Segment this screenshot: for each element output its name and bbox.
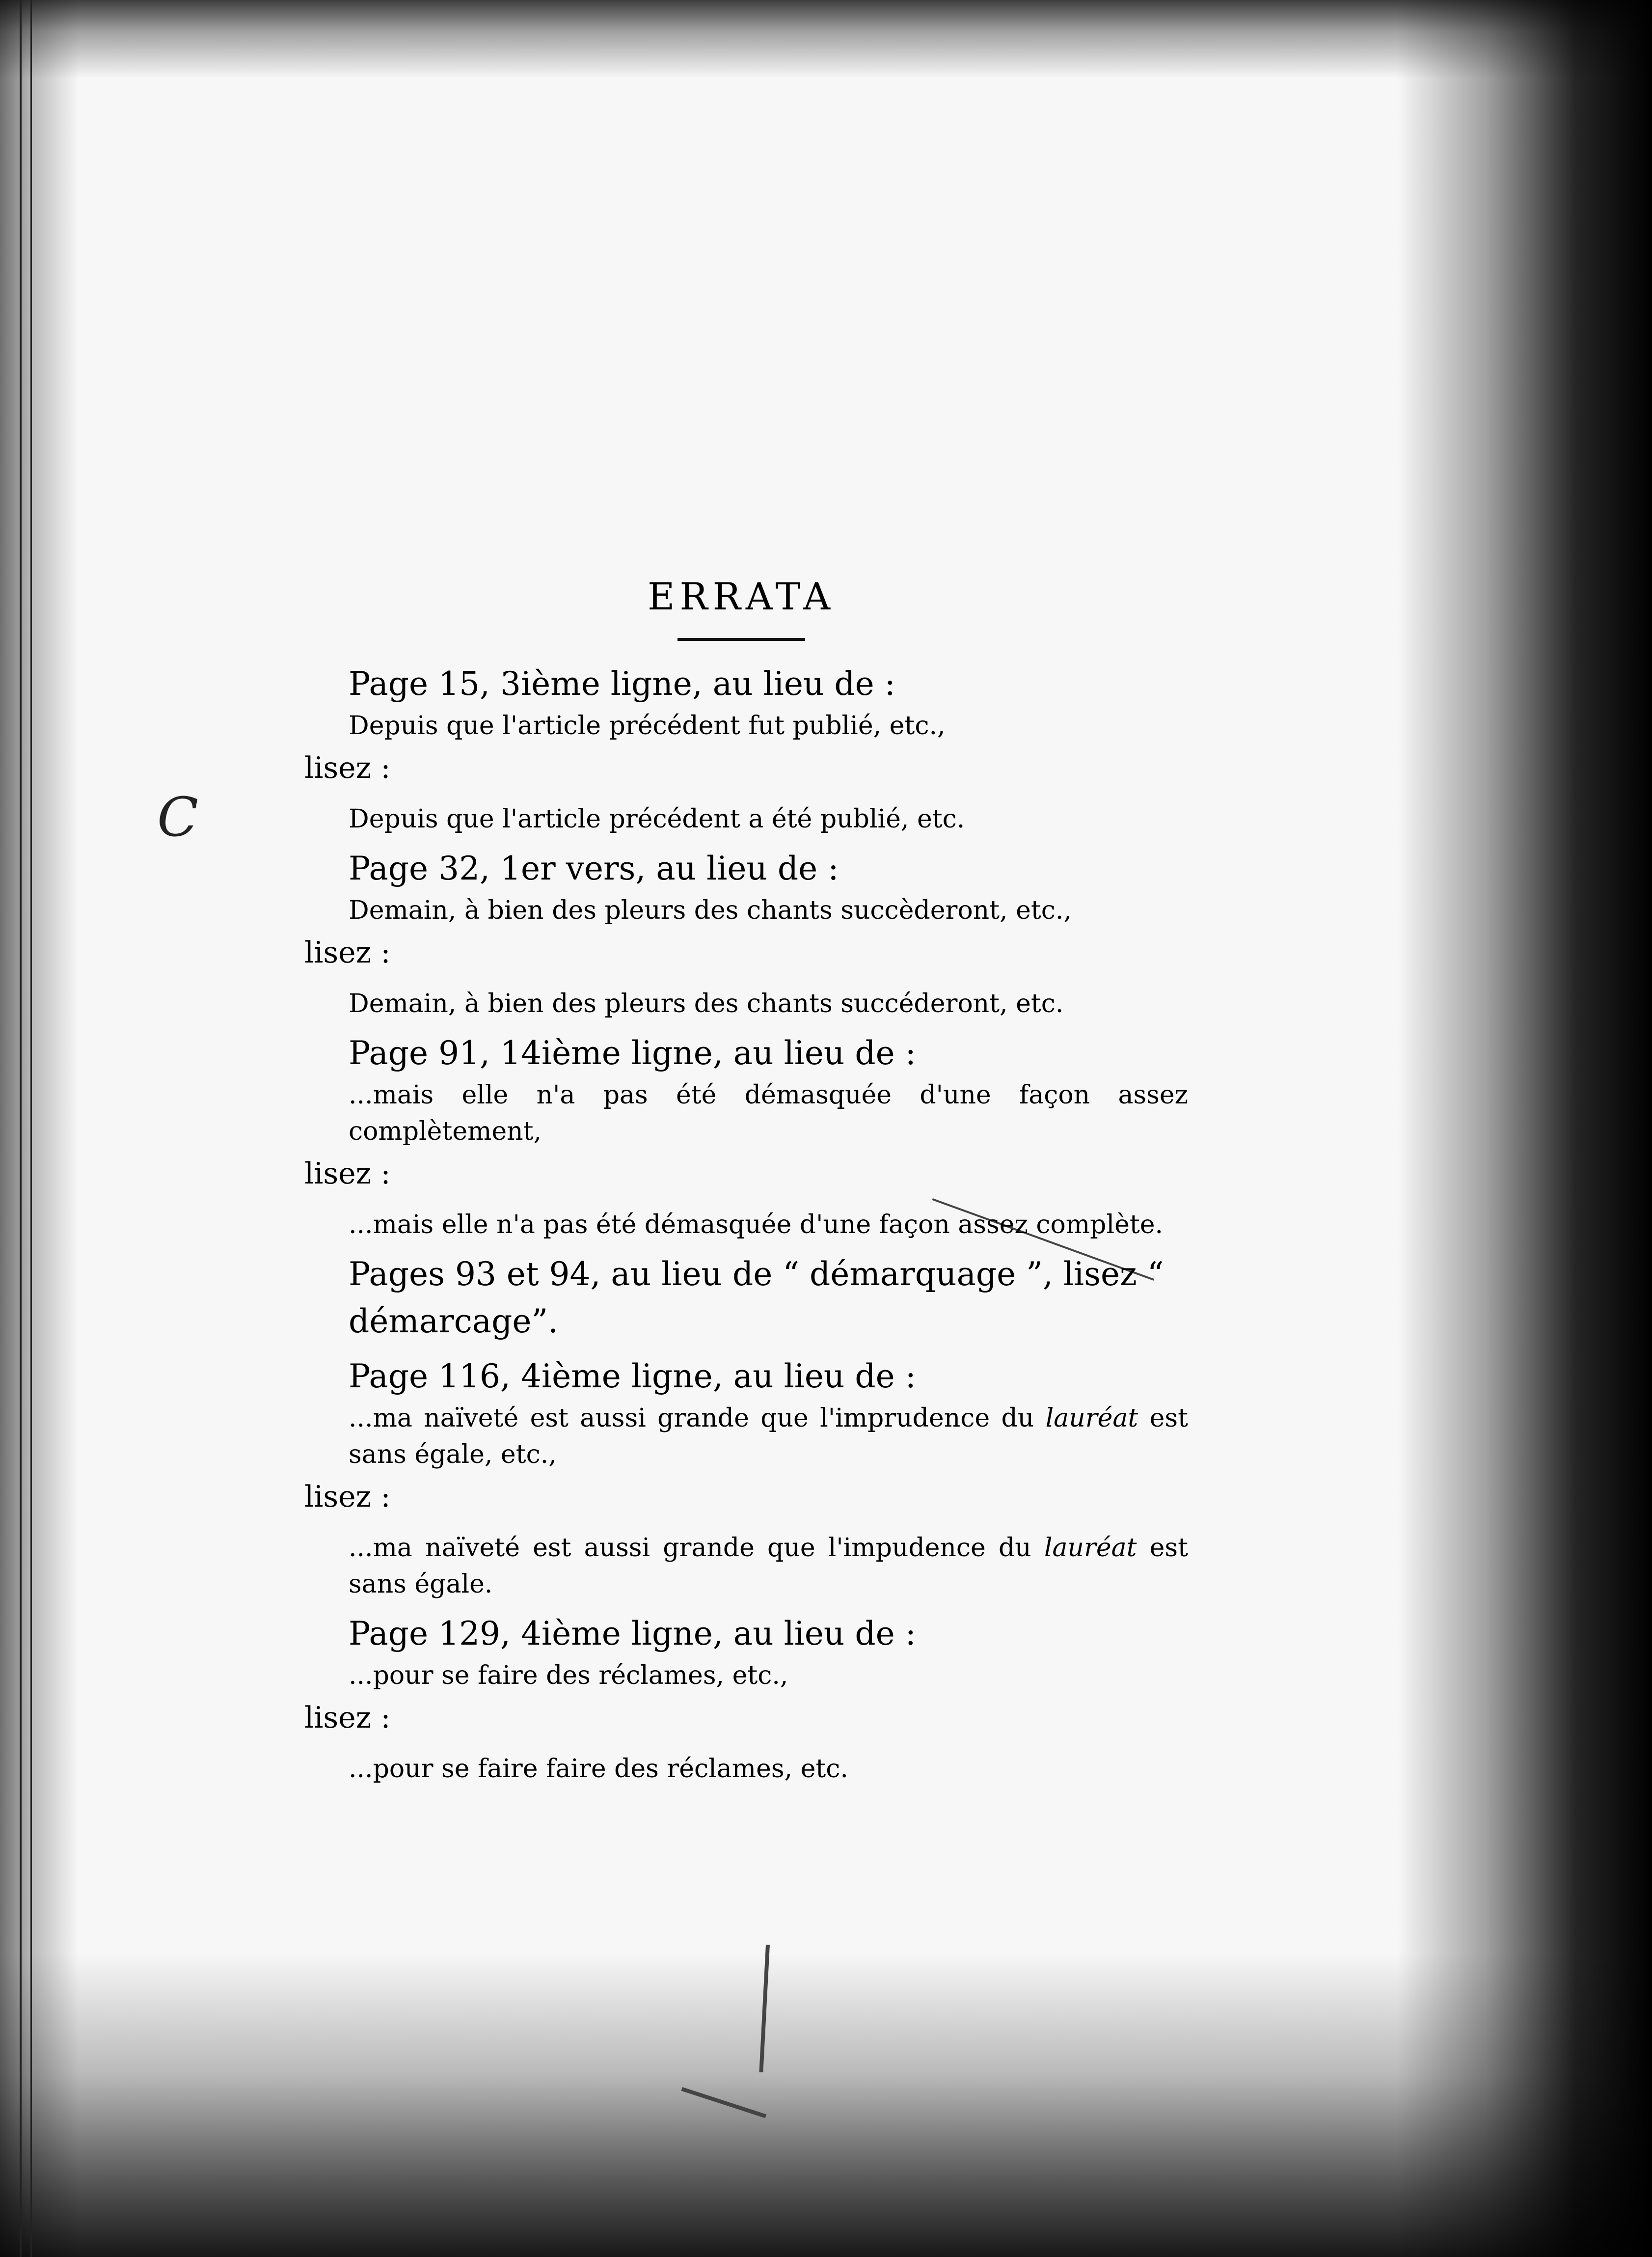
corrected-text: [295, 1530, 1188, 1602]
entry-heading: Page 32, 1er vers, au lieu de :: [349, 850, 839, 887]
entry-heading: Page 116, 4ième ligne, au lieu de :: [349, 1357, 916, 1395]
page-title: ERRATA: [647, 575, 836, 618]
margin-handwritten-mark: C: [157, 786, 199, 849]
errata-entry: [295, 845, 1188, 1022]
erroneous-text: ...mais elle n'a pas été démasquée d'une façon assez complètement,: [349, 1080, 1188, 1146]
errata-entry: [295, 1610, 1188, 1787]
entry-heading: Page 91, 14ième ligne, au lieu de :: [349, 1034, 916, 1072]
entry-heading: Pages 93 et 94, au lieu de “ démarquage ”, lisez “ démarcage”.: [349, 1255, 1164, 1340]
title-divider: [677, 638, 805, 641]
italic-word: lauréat: [1044, 1533, 1137, 1563]
corrected-text: ...mais elle n'a pas été démasquée d'une façon assez complète.: [349, 1210, 1164, 1239]
read-label: lisez :: [304, 751, 391, 785]
erroneous-text: [295, 1400, 1188, 1473]
errata-entry: [295, 661, 1188, 837]
text-run: ...ma naïveté est aussi grande que l'imprudence du: [349, 1404, 1046, 1433]
entry-heading: Page 15, 3ième ligne, au lieu de :: [349, 665, 895, 703]
erroneous-text: ...pour se faire des réclames, etc.,: [349, 1661, 788, 1690]
text-run: ...ma naïveté est aussi grande que l'impudence du: [349, 1533, 1044, 1563]
read-label: lisez :: [304, 1701, 391, 1735]
entry-heading: Page 129, 4ième ligne, au lieu de :: [349, 1615, 916, 1652]
binding-line: [20, 0, 22, 2257]
text-run: est sans égale, etc.,: [349, 1404, 1188, 1469]
scan-shadow-left: [0, 0, 79, 2257]
erroneous-text: Depuis que l'article précédent fut publié, etc.,: [349, 711, 946, 741]
erroneous-text: Demain, à bien des pleurs des chants succèderont, etc.,: [349, 896, 1072, 925]
corrected-text: ...pour se faire faire des réclames, etc.: [349, 1754, 848, 1784]
read-label: lisez :: [304, 1156, 391, 1191]
errata-entry: [295, 1353, 1188, 1602]
errata-entry: [295, 1251, 1188, 1345]
errata-text: [295, 575, 1188, 1795]
scan-shadow-right: [1397, 0, 1652, 2257]
read-label: lisez :: [304, 1480, 391, 1514]
italic-word: lauréat: [1045, 1404, 1138, 1433]
binding-line: [30, 0, 32, 2257]
errata-entry: [295, 1030, 1188, 1243]
corrected-text: Depuis que l'article précédent a été publié, etc.: [349, 804, 965, 834]
corrected-text: Demain, à bien des pleurs des chants succéderont, etc.: [349, 989, 1064, 1018]
read-label: lisez :: [304, 936, 391, 970]
text-run: est sans égale.: [349, 1533, 1189, 1599]
scan-shadow-bottom: [0, 1953, 1652, 2257]
